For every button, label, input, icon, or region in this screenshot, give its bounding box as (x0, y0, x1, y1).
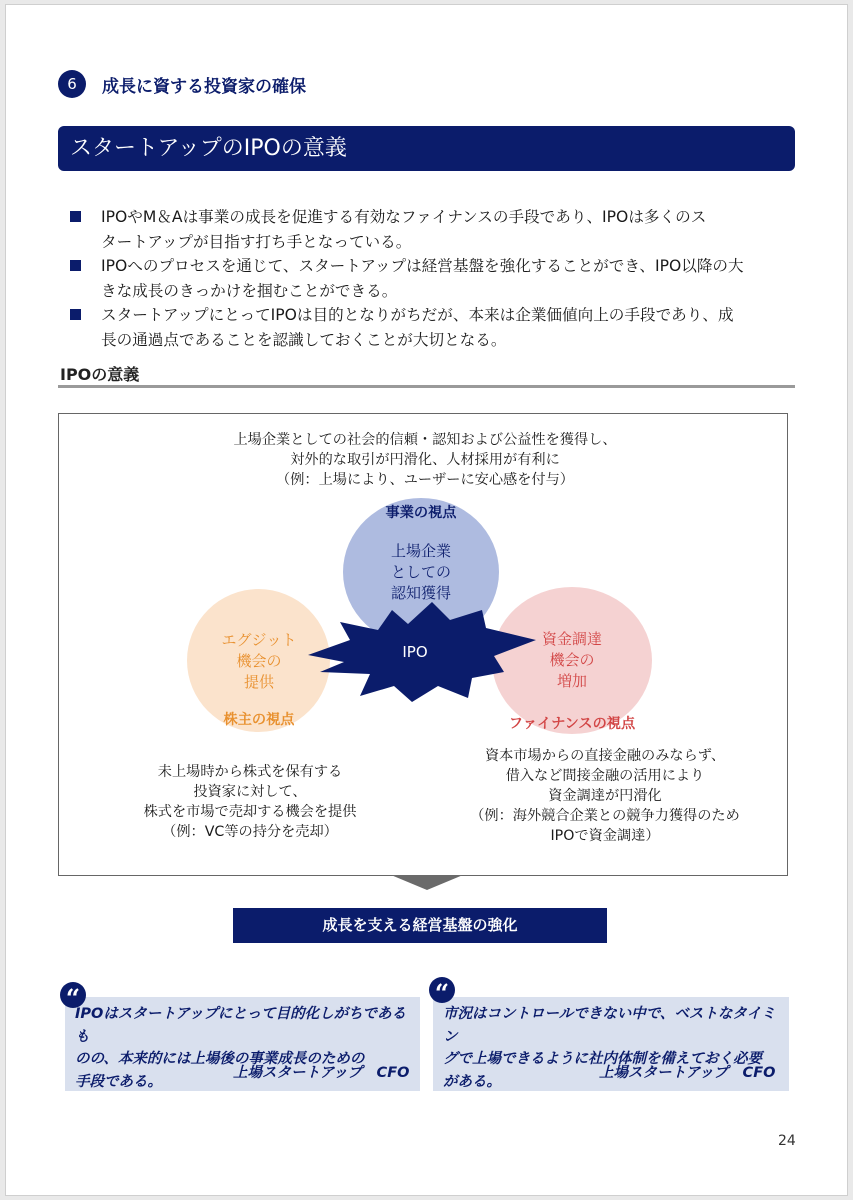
circle-label-line: 機会の (549, 651, 595, 669)
section-header (58, 70, 306, 98)
bullet-line: 長の通過点であることを認識しておくことが大切となる。 (101, 330, 507, 349)
shareholder-view-label: 株主の視点 (223, 712, 295, 728)
circle-label-line: 増加 (556, 672, 587, 690)
circle-label-line: 上場企業 (390, 542, 451, 560)
quote-icon: “ (429, 977, 455, 1003)
circle-label-line: 提供 (243, 673, 274, 691)
circle-label-line: エグジット (221, 631, 297, 649)
square-bullet-icon (70, 309, 81, 320)
sub-heading: IPOの意義 (60, 365, 140, 384)
quote-box (433, 997, 789, 1091)
desc-line: 未上場時から株式を保有する (157, 764, 343, 780)
business-circle-label (366, 541, 476, 604)
bullet-line: タートアップが目指す打ち手となっている。 (101, 232, 412, 251)
circle-label-line: 認知獲得 (390, 584, 451, 602)
desc-line: IPOで資金調達） (550, 828, 660, 844)
desc-line: 上場企業としての社会的信頼・認知および公益性を獲得し、 (233, 432, 617, 448)
desc-line: （例：海外競合企業との競争力獲得のため (470, 808, 740, 824)
bullet-item (68, 205, 784, 254)
desc-line: 対外的な取引が円滑化、人材採用が有利に (290, 452, 560, 468)
finance-circle-label (517, 629, 627, 692)
quote-line: がある。 (443, 1073, 501, 1090)
business-view-label: 事業の視点 (385, 505, 457, 521)
quote-box (65, 997, 420, 1091)
page-number: 24 (778, 1133, 796, 1149)
circle-label-line: としての (390, 563, 451, 581)
quote-icon: “ (60, 982, 86, 1008)
right-description (440, 746, 770, 846)
bullet-line: IPOへのプロセスを通じて、スタートアップは経営基盤を強化することができ、IPO以降の大 (101, 257, 744, 275)
bullet-item (68, 303, 784, 352)
circle-label-line: 資金調達 (541, 630, 602, 648)
quote-line: グで上場できるように社内体制を備えておく必要 (443, 1051, 762, 1067)
strength-banner: 成長を支える経営基盤の強化 (233, 908, 607, 943)
circle-label-line: 機会の (236, 652, 282, 670)
desc-line: 借入など間接金融の活用により (505, 768, 705, 784)
quote-line: IPOはスタートアップにとって目的化しがちであるも (75, 1006, 406, 1045)
top-description (130, 430, 720, 490)
section-title: 成長に資する投資家の確保 (102, 76, 306, 97)
bullet-line: スタートアップにとってIPOは目的となりがちだが、本来は企業価値向上の手段であり、成 (101, 306, 734, 324)
section-number-badge: 6 (58, 70, 86, 98)
quote-attribution: 上場スタートアップ CFO (599, 1065, 776, 1081)
bullet-line: IPOやM＆Aは事業の成長を促進する有効なファイナンスの手段であり、IPOは多くのス (101, 208, 707, 226)
quote-attribution: 上場スタートアップ CFO (233, 1065, 410, 1081)
square-bullet-icon (70, 211, 81, 222)
quote-line: 手段である。 (75, 1073, 162, 1090)
finance-view-label: ファイナンスの視点 (508, 716, 636, 732)
ipo-label: IPO (402, 643, 428, 661)
desc-line: （例：VC等の持分を売却） (162, 824, 338, 840)
bullet-item (68, 254, 784, 303)
quote-line: のの、本来的には上場後の事業成長のための (75, 1051, 365, 1067)
page-title: スタートアップのIPOの意義 (58, 126, 795, 171)
quote-line: 市況はコントロールできない中で、ベストなタイミン (443, 1006, 776, 1045)
desc-line: 資本市場からの直接金融のみならず、 (484, 748, 726, 764)
sub-heading-rule (58, 385, 795, 388)
shareholder-circle-label (204, 630, 314, 693)
desc-line: （例：上場により、ユーザーに安心感を付与） (276, 472, 574, 488)
desc-line: 投資家に対して、 (193, 784, 307, 800)
bullet-list (68, 205, 784, 352)
square-bullet-icon (70, 260, 81, 271)
desc-line: 資金調達が円滑化 (548, 788, 662, 804)
down-arrow-icon (391, 875, 463, 890)
left-description (110, 762, 390, 842)
desc-line: 株式を市場で売却する機会を提供 (143, 804, 357, 820)
bullet-line: きな成長のきっかけを掴むことができる。 (101, 281, 398, 300)
